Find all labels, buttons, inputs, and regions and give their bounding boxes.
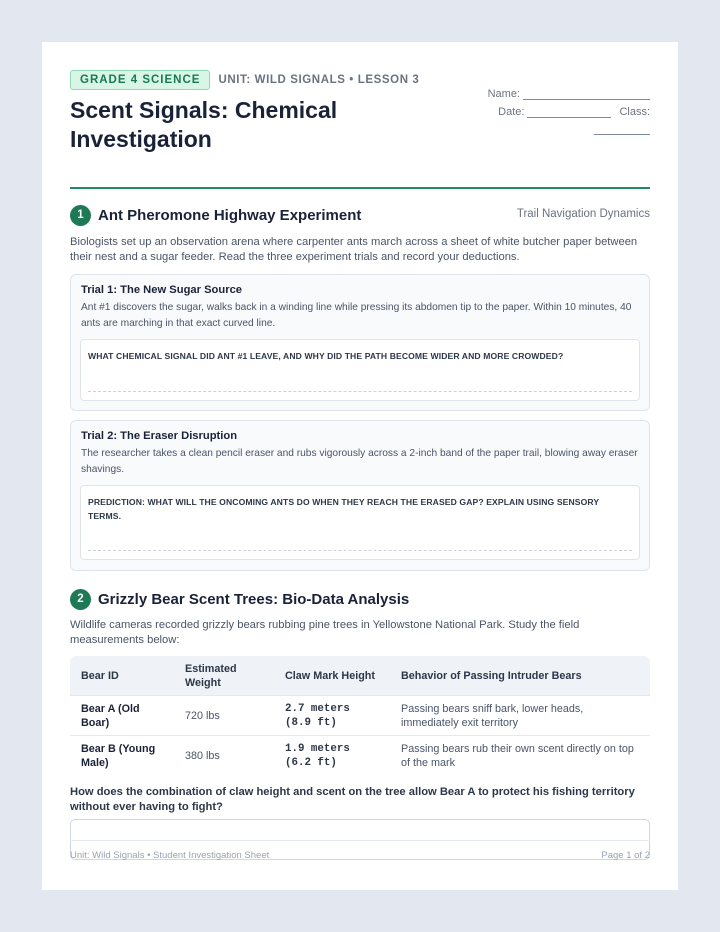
bear-id-cell: Bear A (Old Boar) bbox=[70, 696, 174, 736]
page-number: Page 1 of 2 bbox=[601, 850, 650, 861]
table-row bbox=[70, 696, 650, 736]
class-label: Class: bbox=[619, 106, 650, 118]
section-grizzly-bear bbox=[70, 588, 650, 860]
date-class-field[interactable] bbox=[450, 105, 650, 118]
behavior-cell: Passing bears sniff bark, lower heads, immediately exit territory bbox=[390, 696, 650, 736]
page-footer bbox=[70, 840, 650, 861]
section-ant-pheromone bbox=[70, 204, 650, 571]
bear-data-table-wrap bbox=[70, 656, 650, 775]
footer-unit-label: Unit: Wild Signals • Student Investigation Sheet bbox=[70, 850, 270, 861]
section-title: Grizzly Bear Scent Trees: Bio-Data Analysis bbox=[98, 590, 410, 608]
name-field[interactable] bbox=[450, 87, 650, 100]
trial-card bbox=[70, 274, 650, 411]
name-label: Name: bbox=[487, 88, 520, 100]
answer-prompt: WHAT CHEMICAL SIGNAL DID ANT #1 LEAVE, AND WHY DID THE PATH BECOME WIDER AND MORE CROWDED? bbox=[88, 351, 564, 361]
table-row bbox=[70, 736, 650, 776]
behavior-cell: Passing bears rub their own scent directly on top of the mark bbox=[390, 736, 650, 776]
trial-description: The researcher takes a clean pencil eraser and rubs vigorously across a 2-inch band of the paper trail, blowing away eraser shavings. bbox=[81, 448, 638, 475]
section-title: Ant Pheromone Highway Experiment bbox=[98, 206, 362, 224]
claw-height-cell: 2.7 meters (8.9 ft) bbox=[274, 696, 390, 736]
answer-line bbox=[88, 550, 632, 551]
page-header bbox=[70, 70, 650, 189]
section-number-badge: 1 bbox=[70, 205, 91, 226]
trial-title: Trial 2: The Eraser Disruption bbox=[81, 430, 238, 442]
answer-box[interactable] bbox=[80, 339, 640, 401]
answer-line bbox=[88, 391, 632, 392]
worksheet-page bbox=[42, 42, 678, 890]
column-header: Estimated Weight bbox=[174, 656, 274, 696]
section-subtitle: Trail Navigation Dynamics bbox=[516, 208, 650, 220]
answer-box[interactable] bbox=[80, 485, 640, 560]
table-header-row bbox=[70, 656, 650, 696]
grade-badge: GRADE 4 SCIENCE bbox=[70, 70, 210, 90]
column-header: Claw Mark Height bbox=[274, 656, 390, 696]
answer-prompt: PREDICTION: WHAT WILL THE ONCOMING ANTS DO WHEN THEY REACH THE ERASED GAP? EXPLAIN USING SENSORY TERMS. bbox=[88, 497, 600, 521]
trial-description: Ant #1 discovers the sugar, walks back in a winding line while pressing its abdomen tip to the paper. Within 10 minutes, 40 ants are marching in that exact curved line. bbox=[81, 302, 632, 329]
section-number-badge: 2 bbox=[70, 589, 91, 610]
weight-cell: 720 lbs bbox=[174, 696, 274, 736]
trial-title: Trial 1: The New Sugar Source bbox=[81, 284, 243, 296]
section-1-header bbox=[70, 204, 650, 226]
class-field[interactable] bbox=[450, 122, 650, 135]
section-intro: Wildlife cameras recorded grizzly bears rubbing pine trees in Yellowstone National Park. Study the field measurements below: bbox=[70, 619, 580, 646]
weight-cell: 380 lbs bbox=[174, 736, 274, 776]
unit-label: UNIT: WILD SIGNALS • LESSON 3 bbox=[218, 74, 420, 86]
class-line[interactable] bbox=[594, 124, 650, 135]
student-info-fields bbox=[450, 87, 650, 140]
analysis-question: How does the combination of claw height and scent on the tree allow Bear A to protect his fishing territory without ever having to fight? bbox=[70, 786, 635, 813]
bear-data-table bbox=[70, 656, 650, 775]
date-label: Date: bbox=[498, 106, 525, 118]
section-intro: Biologists set up an observation arena where carpenter ants march across a sheet of white butcher paper between their nest and a sugar feeder. Read the three experiment trials and record your deductions. bbox=[70, 236, 638, 263]
name-line[interactable] bbox=[523, 89, 650, 100]
column-header: Behavior of Passing Intruder Bears bbox=[390, 656, 650, 696]
date-line[interactable] bbox=[527, 107, 611, 118]
section-2-header bbox=[70, 588, 650, 610]
column-header: Bear ID bbox=[70, 656, 174, 696]
trial-card bbox=[70, 420, 650, 571]
page-title: Scent Signals: Chemical Investigation bbox=[70, 97, 338, 152]
bear-id-cell: Bear B (Young Male) bbox=[70, 736, 174, 776]
claw-height-cell: 1.9 meters (6.2 ft) bbox=[274, 736, 390, 776]
